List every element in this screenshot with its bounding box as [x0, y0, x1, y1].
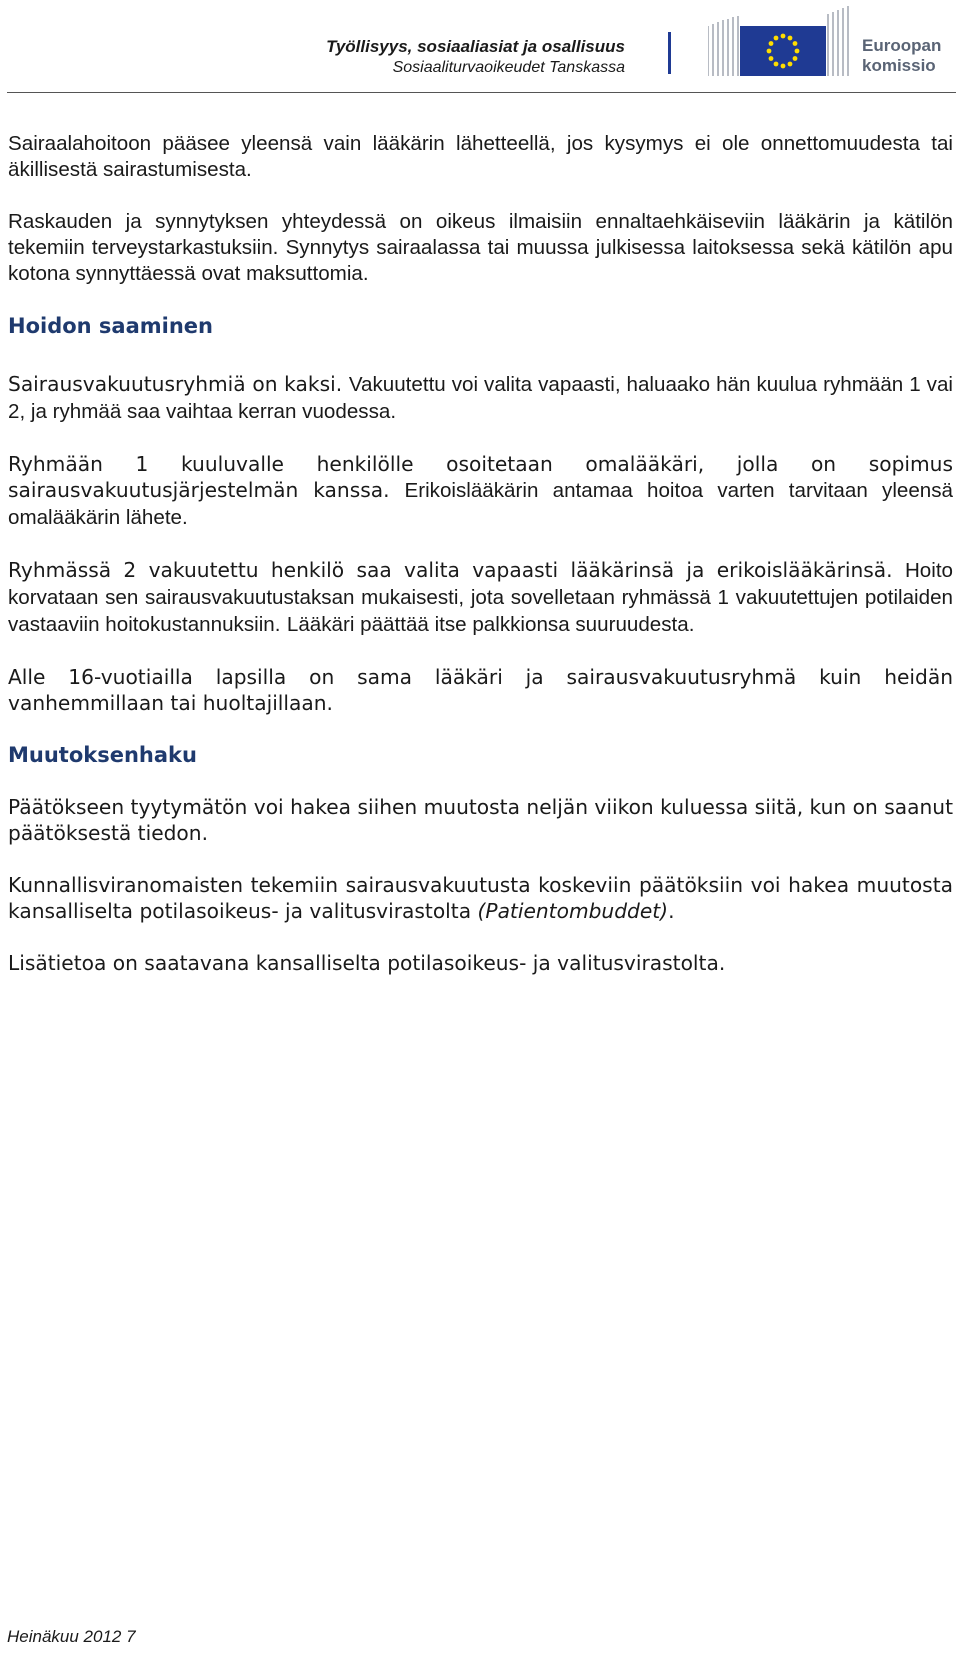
- paragraph-group-1: [8, 451, 953, 531]
- paragraph-hospital-referral: Sairaalahoitoon pääsee yleensä vain lääkärin lähetteellä, jos kysymys ei ole onnettomuudesta tai äkillisestä sairastumisesta.: [8, 132, 953, 181]
- paragraph-group-2: [8, 557, 953, 638]
- paragraph-insurance-groups-b: Vakuutettu voi valita vapaasti, haluaako hän kuulua ryhmään 1 vai 2, ja ryhmää saa vaihtaa kerran vuodessa.: [8, 373, 953, 423]
- header-divider: [668, 32, 671, 74]
- logo-text: [862, 36, 941, 76]
- heading-appeals: Muutoksenhaku: [8, 743, 197, 767]
- logo-line2: komissio: [862, 56, 936, 75]
- page-header: [0, 0, 960, 92]
- paragraph-more-info: Lisätietoa on saatavana kansalliselta potilasoikeus- ja valitusvirastolta.: [8, 951, 726, 975]
- paragraph-municipal-decisions-end: .: [668, 899, 675, 923]
- paragraph-appeal-deadline: Päätökseen tyytymätön voi hakea siihen muutosta neljän viikon kuluessa siitä, kun on saanut päätöksestä tiedon.: [8, 795, 953, 845]
- paragraph-children: Alle 16-vuotiailla lapsilla on sama lääkäri ja sairausvakuutusryhmä kuin heidän vanhemmillaan tai huoltajillaan.: [8, 665, 953, 715]
- header-title-block: [326, 36, 625, 78]
- paragraph-insurance-groups: [8, 371, 953, 425]
- paragraph-insurance-groups-a: Sairausvakuutusryhmiä on kaksi.: [8, 372, 343, 396]
- header-subtitle: Sosiaaliturvaoikeudet Tanskassa: [392, 59, 625, 76]
- logo-line1: Euroopan: [862, 36, 942, 55]
- paragraph-municipal-decisions: [8, 872, 953, 924]
- paragraph-group-1-b: Erikoislääkärin antamaa hoitoa varten tarvitaan yleensä omalääkärin lähete.: [8, 479, 954, 529]
- paragraph-pregnancy: Raskauden ja synnytyksen yhteydessä on oikeus ilmaisiin ennaltaehkäiseviin lääkärin ja kätilön tekemiin terveystarkastuksiin. Synnytys sairaalassa tai muussa julkisessa laitoksessa sekä kätilön apu kotona synnyttäessä ovat maksuttomia.: [8, 210, 953, 285]
- paragraph-group-2-a: Ryhmässä 2 vakuutettu henkilö saa valita vapaasti lääkärinsä ja erikoislääkärinsä.: [8, 558, 893, 582]
- heading-access-to-care: Hoidon saaminen: [8, 314, 213, 338]
- header-dg-title: Työllisyys, sosiaaliasiat ja osallisuus: [326, 37, 625, 56]
- page-footer: Heinäkuu 2012 7: [7, 1627, 136, 1646]
- paragraph-municipal-decisions-a: Kunnallisviranomaisten tekemiin sairausvakuutusta koskeviin päätöksiin voi hakea muutosta kansalliselta potilasoikeus- ja valitusvirastolta: [8, 873, 953, 923]
- paragraph-group-2-c: Lääkäri päättää itse palkkionsa suuruudesta.: [286, 613, 695, 636]
- paragraph-group-2-b: Hoito korvataan sen sairausvakuutustaksan mukaisesti, jota sovelletaan ryhmässä 1 vakuutettujen potilaiden vastaaviin hoitokustannuksiin.: [8, 559, 954, 636]
- patientombuddet-name: (Patientombuddet): [477, 899, 669, 923]
- paragraph-group-1-a: Ryhmään 1 kuuluvalle henkilölle osoitetaan omalääkäri, jolla on sopimus sairausvakuutusjärjestelmän kanssa.: [8, 452, 953, 502]
- european-commission-logo-icon: [708, 4, 858, 84]
- document-body: [8, 131, 953, 1002]
- header-rule: [7, 92, 956, 93]
